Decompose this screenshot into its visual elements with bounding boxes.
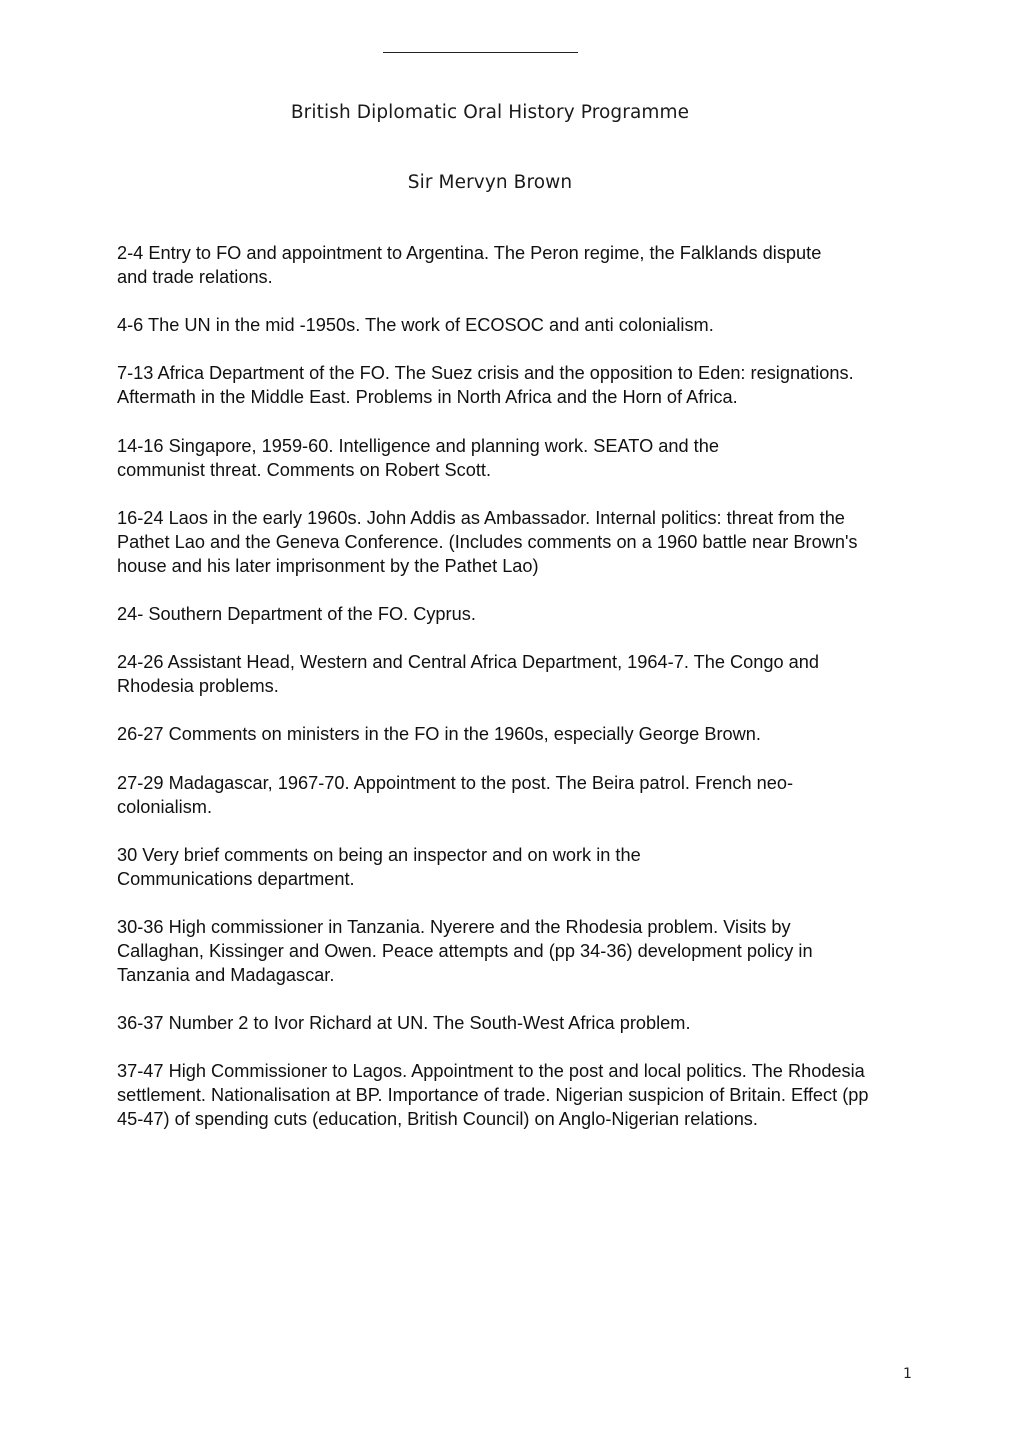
entry-line: 2-4 Entry to FO and appointment to Argentina. The Peron regime, the Falklands dispute	[117, 243, 822, 263]
contents-entry	[117, 361, 917, 409]
entry-line: 45-47) of spending cuts (education, British Council) on Anglo-Nigerian relations.	[117, 1109, 758, 1130]
entry-line: 14-16 Singapore, 1959-60. Intelligence and planning work. SEATO and the	[117, 435, 719, 456]
contents-entry	[117, 771, 917, 819]
entry-line: Tanzania and Madagascar.	[117, 964, 335, 985]
contents-entry	[117, 1059, 917, 1131]
contents-entry	[117, 1011, 917, 1035]
entry-line: settlement. Nationalisation at BP. Importance of trade. Nigerian suspicion of Britain. Effect (pp	[117, 1085, 869, 1106]
entry-line: 26-27 Comments on ministers in the FO in the 1960s, especially George Brown.	[117, 724, 761, 745]
entry-line: and trade relations.	[117, 267, 273, 287]
contents-entry	[117, 722, 917, 746]
contents-entry	[117, 602, 917, 626]
entry-line: 30-36 High commissioner in Tanzania. Nyerere and the Rhodesia problem. Visits by	[117, 916, 791, 937]
entry-line: 37-47 High Commissioner to Lagos. Appointment to the post and local politics. The Rhodesia	[117, 1061, 865, 1082]
contents-entry	[117, 650, 917, 698]
entry-line: colonialism.	[117, 796, 213, 817]
entry-line: 36-37 Number 2 to Ivor Richard at UN. The South-West Africa problem.	[117, 1013, 691, 1034]
contents-entry	[117, 915, 917, 987]
contents-entry	[117, 241, 917, 289]
entry-line: 30 Very brief comments on being an inspector and on work in the	[117, 844, 641, 865]
interviewee-name: Sir Mervyn Brown	[407, 172, 573, 193]
contents-entry	[117, 843, 917, 891]
entry-line: 4-6 The UN in the mid -1950s. The work of ECOSOC and anti colonialism.	[117, 315, 714, 336]
entry-line: 27-29 Madagascar, 1967-70. Appointment to the post. The Beira patrol. French neo-	[117, 772, 794, 793]
entry-line: 16-24 Laos in the early 1960s. John Addis as Ambassador. Internal politics: threat from the	[117, 507, 845, 528]
entry-line: Pathet Lao and the Geneva Conference. (Includes comments on a 1960 battle near Brown's	[117, 531, 858, 552]
entry-line: house and his later imprisonment by the Pathet Lao)	[117, 555, 539, 576]
entry-line: Rhodesia problems.	[117, 676, 279, 697]
page-number: 1	[903, 1366, 912, 1382]
entry-line: 24- Southern Department of the FO. Cyprus.	[117, 603, 476, 624]
programme-title: British Diplomatic Oral History Programme	[290, 102, 690, 123]
entry-line: 24-26 Assistant Head, Western and Central Africa Department, 1964-7. The Congo and	[117, 652, 819, 673]
contents-entry	[117, 434, 917, 482]
contents-list	[117, 241, 917, 1155]
entry-line: Communications department.	[117, 868, 355, 889]
header-rule	[383, 52, 578, 53]
entry-line: Aftermath in the Middle East. Problems in North Africa and the Horn of Africa.	[117, 387, 738, 408]
entry-line: communist threat. Comments on Robert Scott.	[117, 459, 491, 480]
contents-entry	[117, 506, 917, 578]
contents-entry	[117, 313, 917, 337]
entry-line: Callaghan, Kissinger and Owen. Peace attempts and (pp 34-36) development policy in	[117, 940, 813, 961]
entry-line: 7-13 Africa Department of the FO. The Suez crisis and the opposition to Eden: resignations.	[117, 363, 854, 384]
